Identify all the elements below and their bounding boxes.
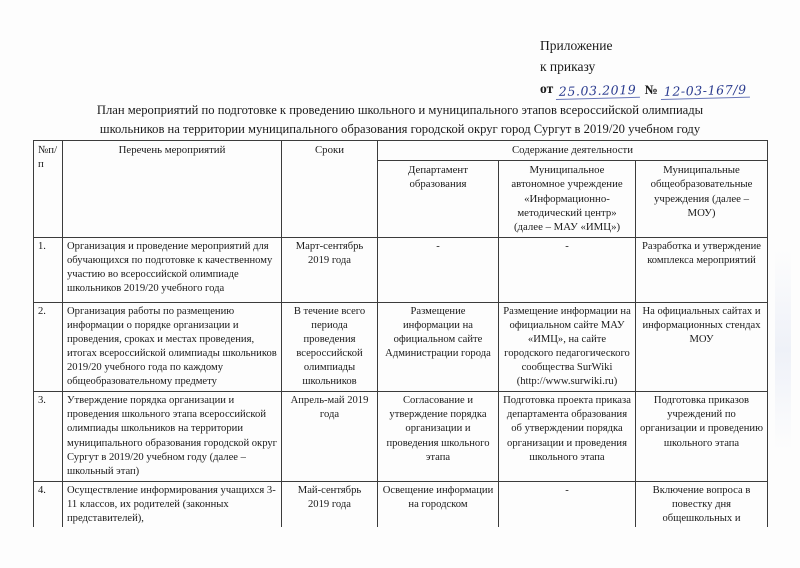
cell-measure-name: Осуществление информирования учащихся 3-11 классов, их родителей (законных представителей),: [63, 481, 282, 534]
cell-department: -: [378, 237, 499, 302]
cell-measure-name: Организация работы по размещению информации о порядке организации и проведения, сроках и местах проведения, итогах всероссийской олимпиады школьников 2019/20 учебного года по каждому общеобразовательному предмету: [63, 302, 282, 391]
order-date-value: 25.03.2019: [556, 82, 640, 99]
column-header-mou: Муниципальные общеобразовательные учреждения (далее – МОУ): [636, 161, 768, 238]
order-number-value: 12-03-167/9: [660, 82, 749, 99]
cell-number: 3.: [34, 392, 63, 481]
column-header-department: Департамент образования: [378, 161, 499, 238]
cell-measure-name: Утверждение порядка организации и проведения школьного этапа всероссийской олимпиады школьников на территории муниципального образования городской округ Сургут в 2019/20 учебном году (далее – школьный этап): [63, 392, 282, 481]
cell-department: Освещение информации на городском: [378, 481, 499, 534]
cell-mou: На официальных сайтах и информационных стендах МОУ: [636, 302, 768, 391]
cell-department: Согласование и утверждение порядка организации и проведения школьного этапа: [378, 392, 499, 481]
scan-artifact: [775, 250, 791, 450]
title-line-1: План мероприятий по подготовке к проведению школьного и муниципального этапов всероссийской олимпиады: [96, 103, 704, 117]
table-row: [34, 302, 768, 391]
cell-mou: Подготовка приказов учреждений по организации и проведению школьного этапа: [636, 392, 768, 481]
header-row-top: [34, 141, 768, 161]
title-line-2: школьников на территории муниципального образования городской округ город Сургут в 2019/20 учебном году: [99, 121, 701, 136]
plan-table-head: [34, 141, 768, 238]
from-label: от: [540, 80, 554, 96]
appendix-label: Приложение: [540, 38, 613, 53]
cell-imc: -: [499, 237, 636, 302]
table-row: [34, 237, 768, 302]
cell-terms: В течение всего периода проведения всероссийской олимпиады школьников: [282, 302, 378, 391]
document-header-block: [540, 36, 790, 100]
cell-measure-name: Организация и проведение мероприятий для обучающихся по подготовке к качественному участию во всероссийской олимпиаде школьников 2019/20 учебного года: [63, 237, 282, 302]
cell-number: 2.: [34, 302, 63, 391]
cell-terms: Март-сентябрь 2019 года: [282, 237, 378, 302]
document-title: [33, 101, 767, 139]
page-bottom-cutoff: [0, 527, 800, 568]
cell-imc: Размещение информации на официальном сайте МАУ «ИМЦ», на сайте городского педагогического сообщества SurWiki (http://www.surwiki.ru): [499, 302, 636, 391]
order-reference-label: к приказу: [540, 58, 596, 74]
column-header-terms: Сроки: [282, 141, 378, 238]
plan-table-body: [34, 237, 768, 534]
column-header-measures: Перечень мероприятий: [63, 141, 282, 238]
cell-terms: Апрель-май 2019 года: [282, 392, 378, 481]
cell-mou: Разработка и утверждение комплекса мероприятий: [636, 237, 768, 302]
cell-terms: Май-сентябрь 2019 года: [282, 481, 378, 534]
plan-table: [33, 140, 768, 535]
cell-number: 1.: [34, 237, 63, 302]
table-row: [34, 392, 768, 481]
cell-department: Размещение информации на официальном сайте Администрации города: [378, 302, 499, 391]
number-sign-label: №: [644, 81, 658, 97]
cell-mou: Включение вопроса в повестку дня общешкольных и: [636, 481, 768, 534]
order-date-number-line: [540, 79, 790, 100]
cell-imc: -: [499, 481, 636, 534]
cell-imc: Подготовка проекта приказа департамента образования об утверждении порядка организации и проведения школьного этапа: [499, 392, 636, 481]
column-header-number: №п/ п: [34, 141, 63, 238]
column-header-imc: Муниципальное автономное учреждение «Информационно-методический центр» (далее – МАУ «ИМЦ»): [499, 161, 636, 238]
cell-number: 4.: [34, 481, 63, 534]
column-header-content-group: Содержание деятельности: [378, 141, 768, 161]
